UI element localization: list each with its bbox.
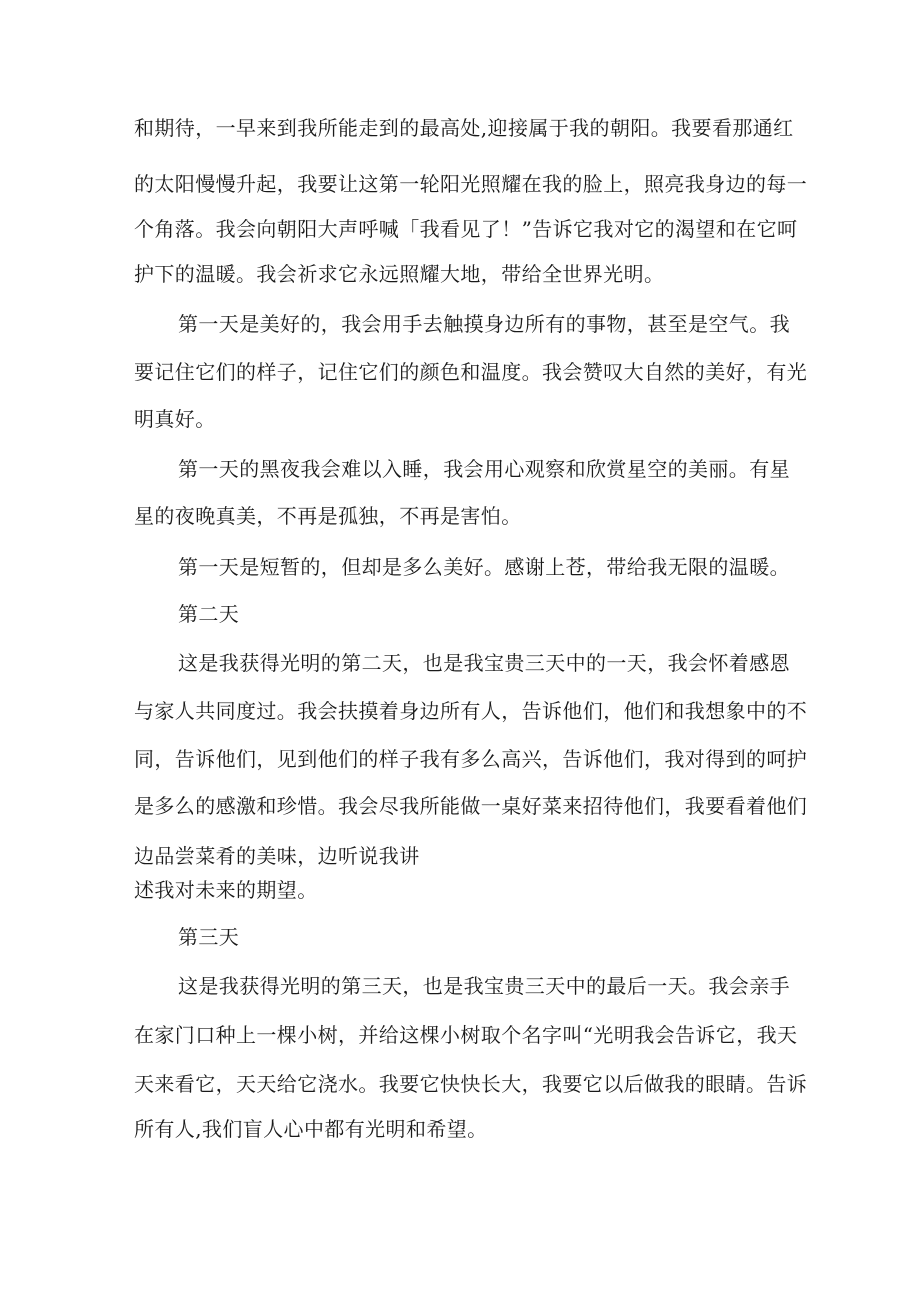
text-line: 所有人,我们盲人心中都有光明和希望。: [134, 1117, 488, 1141]
paragraph-first-line: 这是我获得光明的第二天，也是我宝贵三天中的一天，我会怀着感恩: [178, 651, 790, 675]
text-line: 和期待，一早来到我所能走到的最高处,迎接属于我的朝阳。我要看那通红: [134, 116, 794, 140]
text-line: 天来看它，天天给它浇水。我要它快快长大，我要它以后做我的眼睛。告诉: [134, 1072, 808, 1096]
paragraph-first-line: 第一天是短暂的，但却是多么美好。感谢上苍，带给我无限的温暖。: [178, 555, 790, 579]
paragraph-first-line: 第一天是美好的，我会用手去触摸身边所有的事物，甚至是空气。我: [178, 312, 790, 336]
text-line: 与家人共同度过。我会扶摸着身边所有人，告诉他们，他们和我想象中的不: [134, 699, 808, 723]
section-heading: 第三天: [178, 925, 240, 949]
paragraph-first-line: 这是我获得光明的第三天，也是我宝贵三天中的最后一天。我会亲手: [178, 974, 790, 998]
text-line: 述我对未来的期望。: [134, 878, 318, 902]
text-line: 同，告诉他们，见到他们的样子我有多么高兴，告诉他们，我对得到的呵护: [134, 747, 808, 771]
text-line: 在家门口种上一棵小树，并给这棵小树取个名字叫“光明我会告诉它，我天: [134, 1023, 798, 1047]
text-line: 的太阳慢慢升起，我要让这第一轮阳光照耀在我的脸上，照亮我身边的每一: [134, 172, 808, 196]
paragraph-first-line: 第一天的黑夜我会难以入睡，我会用心观察和欣赏星空的美丽。有星: [178, 457, 790, 481]
text-line: 是多么的感激和珍惜。我会尽我所能做一桌好菜来招待他们，我要看着他们: [134, 794, 808, 818]
text-line: 护下的温暖。我会祈求它永远照耀大地，带给全世界光明。: [134, 262, 665, 286]
section-heading: 第二天: [178, 602, 240, 626]
text-line: 边品尝菜肴的美味，边听说我讲: [134, 844, 420, 868]
text-line: 星的夜晚真美，不再是孤独，不再是害怕。: [134, 504, 522, 528]
text-line: 明真好。: [134, 407, 216, 431]
text-line: 个角落。我会向朝阳大声呼喊「我看见了！”告诉它我对它的渴望和在它呵: [134, 217, 798, 241]
text-line: 要记住它们的样子，记住它们的颜色和温度。我会赞叹大自然的美好，有光: [134, 360, 808, 384]
